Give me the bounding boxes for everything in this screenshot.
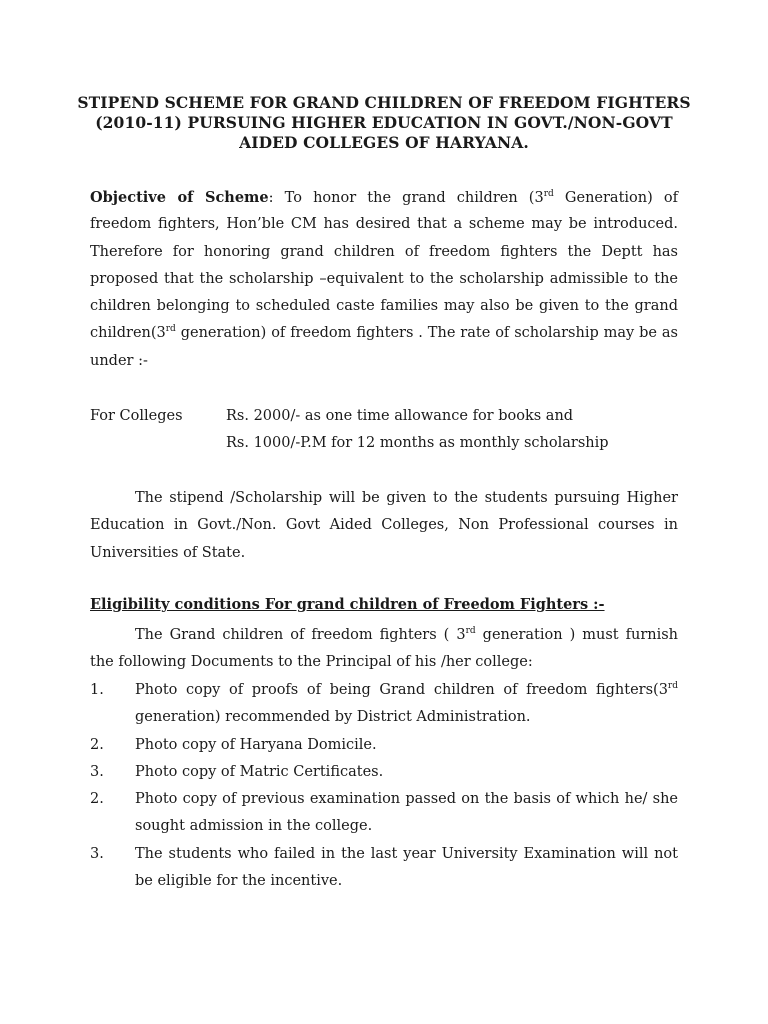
list-item — [90, 786, 678, 841]
objective-line: under :- — [90, 352, 148, 369]
stipend-line: Universities of State. — [90, 544, 246, 561]
list-item — [90, 732, 678, 759]
objective-label: Objective of Scheme — [90, 189, 269, 206]
rate-category: For Colleges — [90, 408, 183, 424]
objective-paragraph — [90, 184, 678, 375]
document-list — [90, 677, 678, 895]
title-line-2: (2010-11) PURSUING HIGHER EDUCATION IN GOVT./NON-GOVT — [95, 113, 673, 132]
eligibility-intro — [90, 622, 678, 677]
stipend-line: The stipend /Scholarship will be given to the students pursuing Higher — [135, 490, 678, 506]
objective-line: proposed that the scholarship –equivalent to the scholarship admissible to the — [90, 270, 678, 287]
title-line-1: STIPEND SCHEME FOR GRAND CHILDREN OF FREEDOM FIGHTERS — [77, 93, 691, 112]
rate-row — [90, 430, 690, 457]
rate-monthly: Rs. 1000/-P.M for 12 months as monthly scholarship — [226, 435, 609, 452]
list-item — [90, 677, 678, 732]
stipend-line: Education in Govt./Non. Govt Aided Colleges, Non Professional courses in — [90, 517, 678, 534]
list-item-line: The students who failed in the last year University Examination will not — [135, 845, 678, 862]
rate-books: Rs. 2000/- as one time allowance for books and — [226, 408, 574, 424]
eligibility-intro-line: the following Documents to the Principal of his /her college: — [90, 654, 533, 671]
list-item — [90, 841, 678, 896]
list-item-number: 3. — [90, 845, 104, 862]
list-item-number: 2. — [90, 791, 104, 808]
objective-line: freedom fighters, Hon’ble CM has desired that a scheme may be introduced. — [90, 216, 678, 233]
list-item-line: Photo copy of proofs of being Grand children of freedom fighters(3rd — [135, 681, 678, 698]
list-item-line: be eligible for the incentive. — [135, 873, 343, 890]
list-item-line: Photo copy of Matric Certificates. — [135, 763, 384, 780]
eligibility-heading: Eligibility conditions For grand children of Freedom Fighters :- — [90, 596, 605, 613]
title-line-3: AIDED COLLEGES OF HARYANA. — [239, 133, 529, 152]
list-item-line: sought admission in the college. — [135, 818, 373, 835]
objective-line: children belonging to scheduled caste families may also be given to the grand — [90, 298, 678, 315]
rates-section — [90, 403, 690, 458]
list-item-line: Photo copy of Haryana Domicile. — [135, 736, 377, 753]
objective-line: Therefore for honoring grand children of freedom fighters the Deptt has — [90, 243, 678, 260]
rate-row — [90, 403, 690, 430]
list-item-number: 2. — [90, 736, 104, 753]
list-item-number: 1. — [90, 682, 104, 698]
objective-line: Objective of Scheme: To honor the grand children (3rd Generation) of — [90, 189, 678, 206]
list-item-number: 3. — [90, 763, 104, 780]
objective-line: children(3rd generation) of freedom fighters . The rate of scholarship may be as — [90, 324, 678, 342]
list-item-line: Photo copy of previous examination passed on the basis of which he/ she — [135, 791, 678, 808]
stipend-paragraph — [90, 485, 678, 567]
eligibility-intro-line: The Grand children of freedom fighters ( 3rd generation ) must furnish — [135, 626, 679, 643]
list-item — [90, 759, 678, 786]
document-title — [60, 93, 708, 153]
list-item-line: generation) recommended by District Administration. — [135, 709, 531, 726]
